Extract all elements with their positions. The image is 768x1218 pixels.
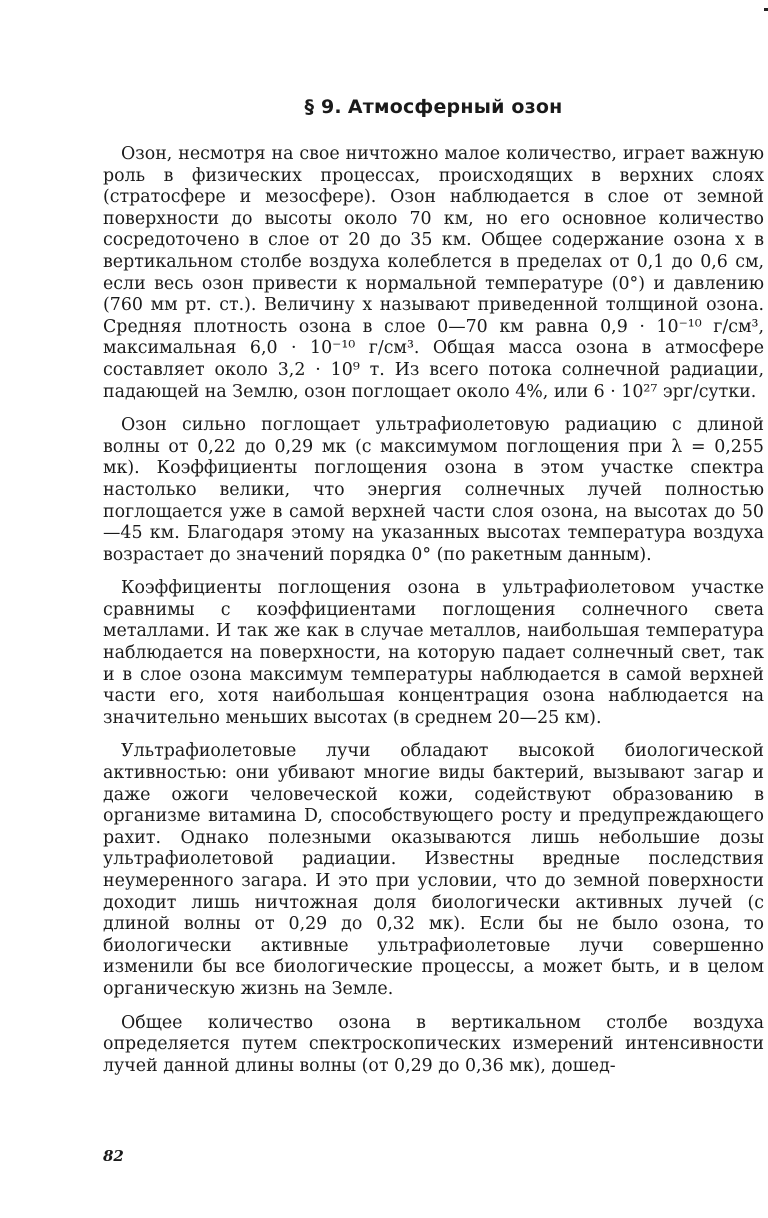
page-edge-mark: [764, 8, 768, 11]
page-content: [103, 78, 764, 1089]
page-number: 82: [103, 1147, 124, 1165]
paragraph-absorption-coefficients: Коэффициенты поглощения озона в ультрафиолетовом участке сравнимы с коэффициентами поглощения солнечного света металлами. И так же как в случае металлов, наибольшая температура наблюдается на поверхности, на которую падает солнечный свет, так и в слое озона максимум температуры наблюдается в самой верхней части его, хотя наибольшая концентрация озона наблюдается на значительно меньших высотах (в среднем 20—25 км).: [103, 578, 764, 728]
section-heading: [103, 96, 764, 118]
section-number: § 9.: [304, 96, 342, 118]
paragraph-biological-activity: Ультрафиолетовые лучи обладают высокой биологической активностью: они убивают многие виды бактерий, вызывают загар и даже ожоги человеческой кожи, содействуют образованию в организме витамина D, способствующего росту и предупреждающего рахит. Однако полезными оказываются лишь небольшие дозы ультрафиолетовой радиации. Известны вредные последствия неумеренного загара. И это при условии, что до земной поверхности доходит лишь ничтожная доля биологически активных лучей (с длиной волны от 0,29 до 0,32 мк). Если бы не было озона, то биологически активные ультрафиолетовые лучи совершенно изменили бы все биологические процессы, а может быть, и в целом органическую жизнь на Земле.: [103, 741, 764, 999]
paragraph-ozone-measurement: Общее количество озона в вертикальном столбе воздуха определяется путем спектроскопических измерений интенсивности лучей данной длины волны (от 0,29 до 0,36 мк), дошед-: [103, 1012, 764, 1076]
paragraph-uv-absorption: Озон сильно поглощает ультрафиолетовую радиацию с длиной волны от 0,22 до 0,29 мк (с максимумом поглощения при λ = 0,255 мк). Коэффициенты поглощения озона в этом участке спектра настолько велики, что энергия солнечных лучей полностью поглощается уже в самой верхней части слоя озона, на высотах до 50—45 км. Благодаря этому на указанных высотах температура воздуха возрастает до значений порядка 0° (по ракетным данным).: [103, 415, 764, 565]
section-title: Атмосферный озон: [347, 96, 563, 118]
paragraph-ozone-overview: Озон, несмотря на свое ничтожно малое количество, играет важную роль в физических процессах, происходящих в верхних слоях (стратосфере и мезосфере). Озон наблюдается в слое от земной поверхности до высоты около 70 км, но его основное количество сосредоточено в слое от 20 до 35 км. Общее содержание озона x в вертикальном столбе воздуха колеблется в пределах от 0,1 до 0,6 см, если весь озон привести к нормальной температуре (0°) и давлению (760 мм рт. ст.). Величину x называют приведенной толщиной озона. Средняя плотность озона в слое 0—70 км равна 0,9 · 10⁻¹⁰ г/см³, максимальная 6,0 · 10⁻¹⁰ г/см³. Общая масса озона в атмосфере составляет около 3,2 · 10⁹ т. Из всего потока солнечной радиации, падающей на Землю, озон поглощает около 4%, или 6 · 10²⁷ эрг/сутки.: [103, 144, 764, 402]
